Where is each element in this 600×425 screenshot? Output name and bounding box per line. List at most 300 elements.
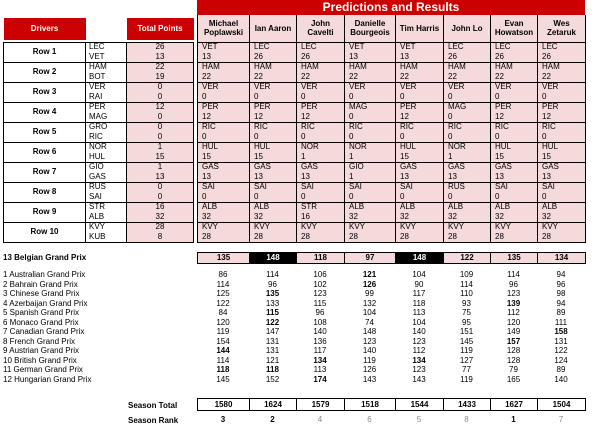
race-score: 93 — [462, 298, 471, 308]
prediction-cell: LEC — [538, 42, 586, 52]
race-label: 4 Azerbaijan Grand Prix — [3, 298, 88, 308]
prediction-cell: GIO — [345, 162, 396, 172]
prediction-cell: PER — [396, 102, 444, 112]
driver-points: 0 — [127, 92, 194, 102]
driver-points: 0 — [127, 192, 194, 202]
prediction-cell: VER — [345, 82, 396, 92]
race-score: 113 — [313, 365, 327, 374]
prediction-cell: RIC — [396, 122, 444, 132]
prediction-cell: 22 — [345, 72, 396, 82]
prediction-cell: 0 — [198, 192, 250, 202]
race-score: 140 — [313, 327, 327, 336]
prediction-cell: 28 — [396, 232, 444, 242]
race-score: 151 — [459, 327, 474, 336]
prediction-cell: NOR — [345, 142, 396, 152]
driver-pair-row — [4, 122, 194, 132]
prediction-cell: 0 — [297, 132, 345, 142]
prediction-cell: KVY — [250, 222, 297, 232]
race-label: 9 Austrian Grand Prix — [3, 346, 80, 355]
race-score: 98 — [556, 289, 566, 298]
race-score: 119 — [216, 327, 230, 336]
prediction-cell: 0 — [491, 192, 538, 202]
prediction-cell: 12 — [396, 112, 444, 122]
season-total-table — [197, 398, 586, 411]
race-score: 118 — [216, 365, 230, 374]
race-score: 104 — [362, 308, 377, 317]
prediction-cell: 15 — [491, 152, 538, 162]
driver-code: RUS — [86, 182, 127, 192]
race-score: 115 — [313, 298, 327, 308]
race-score: 123 — [506, 289, 521, 298]
race-label: 6 Monaco Grand Prix — [3, 317, 79, 327]
season-rank-label: Season Rank — [128, 416, 179, 425]
race-score: 134 — [313, 355, 327, 365]
prediction-row — [198, 172, 586, 182]
row-label: Row 3 — [4, 82, 86, 102]
prediction-cell: ALB — [444, 202, 491, 212]
race-score: 165 — [506, 374, 521, 384]
race-score: 89 — [556, 308, 566, 317]
prediction-cell: 0 — [444, 92, 491, 102]
race-score: 131 — [554, 336, 568, 346]
race-row — [197, 270, 585, 280]
race-score: 96 — [509, 279, 518, 289]
driver-code: HUL — [86, 152, 127, 162]
season-rank-value: 1 — [511, 414, 516, 424]
prediction-cell: 32 — [396, 212, 444, 222]
prediction-row — [198, 62, 586, 72]
prediction-cell: 26 — [250, 52, 297, 62]
prediction-cell: 32 — [198, 212, 250, 222]
prediction-row — [198, 182, 586, 192]
race-score: 114 — [460, 279, 473, 289]
prediction-cell: GAS — [444, 162, 491, 172]
race-label: 5 Spanish Grand Prix — [3, 308, 80, 317]
prediction-cell: 32 — [444, 212, 491, 222]
prediction-cell: 0 — [444, 192, 491, 202]
prediction-cell: VER — [538, 82, 586, 92]
prediction-cell: 13 — [444, 172, 491, 182]
prediction-row — [198, 42, 586, 52]
prediction-cell: GAS — [396, 162, 444, 172]
driver-points: 19 — [127, 72, 194, 82]
race-score: 112 — [412, 346, 426, 355]
prediction-cell: VER — [444, 82, 491, 92]
prediction-cell: LEC — [250, 42, 297, 52]
driver-pair-row — [4, 182, 194, 192]
driver-pair-row — [4, 202, 194, 212]
prediction-cell: 28 — [444, 232, 491, 242]
driver-pair-row — [4, 142, 194, 152]
driver-points: 13 — [127, 172, 194, 182]
race-score: 136 — [313, 336, 327, 346]
prediction-cell: 0 — [345, 192, 396, 202]
prediction-cell: 0 — [538, 92, 586, 102]
driver-pair-row — [4, 222, 194, 232]
predictor-name: Wes Zetaruk — [538, 15, 586, 42]
prediction-cell: 28 — [297, 232, 345, 242]
race-score: 123 — [362, 336, 377, 346]
prediction-cell: GAS — [538, 162, 586, 172]
race-score: 122 — [216, 298, 230, 308]
prediction-cell: 12 — [491, 112, 538, 122]
race-row — [197, 318, 585, 328]
prediction-row — [198, 192, 586, 202]
driver-points: 26 — [127, 42, 194, 52]
race-score: 148 — [362, 327, 377, 336]
season-total-value: 1627 — [491, 399, 538, 411]
race-score: 118 — [266, 365, 279, 374]
race-row — [197, 308, 585, 318]
prediction-cell: KVY — [396, 222, 444, 232]
prediction-cell: 28 — [198, 232, 250, 242]
driver-code: GIO — [86, 162, 127, 172]
prediction-cell: 22 — [250, 72, 297, 82]
driver-code: MAG — [86, 112, 127, 122]
race-score: 147 — [265, 327, 280, 336]
prediction-cell: SAI — [345, 182, 396, 192]
driver-points: 1 — [127, 162, 194, 172]
race-score: 122 — [265, 317, 280, 327]
driver-code: BOT — [86, 72, 127, 82]
race-score: 135 — [265, 289, 280, 298]
prediction-cell: 13 — [198, 172, 250, 182]
prediction-cell: 0 — [491, 92, 538, 102]
race-score: 140 — [362, 346, 377, 355]
race-labels — [3, 270, 193, 384]
driver-code: HAM — [86, 62, 127, 72]
season-total-value: 1544 — [396, 399, 444, 411]
prediction-cell: 1 — [444, 152, 491, 162]
race-score: 114 — [507, 270, 520, 279]
race-score: 152 — [265, 374, 280, 384]
race-score: 125 — [216, 289, 230, 298]
race-score: 84 — [218, 308, 228, 317]
prediction-cell: HAM — [198, 62, 250, 72]
prediction-row — [198, 202, 586, 212]
prediction-cell: 12 — [198, 112, 250, 122]
race-score: 122 — [554, 346, 568, 355]
title-bar: Predictions and Results — [197, 0, 585, 15]
prediction-cell: HAM — [396, 62, 444, 72]
race-score: 154 — [216, 336, 230, 346]
race-score: 117 — [313, 346, 327, 355]
prediction-cell: 0 — [444, 132, 491, 142]
driver-code: KUB — [86, 232, 127, 242]
prediction-cell: 22 — [396, 72, 444, 82]
prediction-cell: 26 — [538, 52, 586, 62]
prediction-cell: HUL — [538, 142, 586, 152]
prediction-cell: RIC — [491, 122, 538, 132]
prediction-row — [198, 232, 586, 242]
race-label: 2 Bahrain Grand Prix — [3, 279, 78, 289]
driver-code: VER — [86, 82, 127, 92]
prediction-cell: 22 — [491, 72, 538, 82]
prediction-cell: VER — [198, 82, 250, 92]
prediction-row — [198, 212, 586, 222]
prediction-row — [198, 112, 586, 122]
prediction-cell: MAG — [444, 102, 491, 112]
race-row — [197, 289, 585, 299]
driver-pair-row — [4, 162, 194, 172]
race-score: 143 — [362, 374, 377, 384]
race-score: 132 — [362, 298, 377, 308]
predictor-name: John Cavelti — [297, 15, 345, 42]
prediction-cell: 28 — [491, 232, 538, 242]
row-label: Row 4 — [4, 102, 86, 122]
prediction-cell: KVY — [345, 222, 396, 232]
prediction-row — [198, 162, 586, 172]
driver-points: 13 — [127, 52, 194, 62]
prediction-cell: 28 — [250, 232, 297, 242]
driver-pair-row — [4, 102, 194, 112]
prediction-cell: 32 — [345, 212, 396, 222]
prediction-row — [198, 132, 586, 142]
prediction-cell: ALB — [198, 202, 250, 212]
race-score: 89 — [556, 365, 566, 374]
race-score: 131 — [265, 336, 280, 346]
prediction-cell: HAM — [297, 62, 345, 72]
race-score: 114 — [216, 355, 230, 365]
prediction-cell: 0 — [396, 192, 444, 202]
driver-points: 28 — [127, 222, 194, 232]
prediction-row — [198, 222, 586, 232]
prediction-cell: 0 — [538, 132, 586, 142]
driver-points: 0 — [127, 122, 194, 132]
race-score: 124 — [554, 355, 568, 365]
driver-points: 15 — [127, 152, 194, 162]
race-label: 12 Hungarian Grand Prix — [3, 374, 92, 384]
prediction-cell: 22 — [444, 72, 491, 82]
driver-code: RIC — [86, 132, 127, 142]
prediction-row — [198, 102, 586, 112]
prediction-cell: HAM — [538, 62, 586, 72]
row-label: Row 7 — [4, 162, 86, 182]
prediction-cell: HUL — [396, 142, 444, 152]
prediction-cell: HUL — [198, 142, 250, 152]
prediction-cell: 0 — [538, 192, 586, 202]
season-rank-value: 5 — [416, 414, 422, 424]
prediction-cell: 32 — [250, 212, 297, 222]
prediction-cell: 13 — [198, 52, 250, 62]
race-score: 114 — [266, 270, 279, 279]
prediction-cell: 1 — [297, 152, 345, 162]
predictions-table — [197, 15, 586, 243]
driver-code: ALB — [86, 212, 127, 222]
race-score: 117 — [412, 289, 426, 298]
prediction-cell: HUL — [250, 142, 297, 152]
race-score: 140 — [554, 374, 568, 384]
race-score: 99 — [365, 289, 374, 298]
prediction-cell: ALB — [250, 202, 297, 212]
race-score: 96 — [268, 279, 277, 289]
race-score: 127 — [459, 355, 474, 365]
row-label: Row 1 — [4, 42, 86, 62]
prediction-row — [198, 152, 586, 162]
race-label: 3 Chinese Grand Prix — [3, 289, 80, 298]
prediction-cell: GAS — [198, 162, 250, 172]
prediction-cell: PER — [250, 102, 297, 112]
race-row — [197, 346, 585, 356]
race-score: 139 — [506, 298, 521, 308]
prediction-cell: SAI — [198, 182, 250, 192]
prediction-cell: SAI — [396, 182, 444, 192]
predictor-name: Tim Harris — [396, 15, 444, 42]
prediction-cell: HAM — [491, 62, 538, 72]
drivers-header: Drivers — [4, 18, 86, 40]
prediction-cell: RIC — [250, 122, 297, 132]
race-score: 134 — [412, 355, 426, 365]
driver-points: 0 — [127, 112, 194, 122]
prediction-cell: 0 — [396, 92, 444, 102]
race-score: 123 — [313, 289, 327, 298]
race-row — [197, 327, 585, 337]
prediction-cell: 13 — [250, 172, 297, 182]
season-rank-value: 4 — [317, 414, 323, 424]
race-score: 110 — [460, 289, 473, 298]
row-label: Row 5 — [4, 122, 86, 142]
race-score: 120 — [216, 317, 230, 327]
predictor-name: Evan Howatson — [491, 15, 538, 42]
prediction-cell: RUS — [444, 182, 491, 192]
prediction-cell: 26 — [444, 52, 491, 62]
prediction-cell: 0 — [297, 92, 345, 102]
race-label: 11 German Grand Prix — [3, 365, 83, 374]
race-score: 158 — [554, 327, 568, 336]
current-race-table — [197, 252, 586, 264]
predictor-name: Ian Aaron — [250, 15, 297, 42]
prediction-cell: 32 — [491, 212, 538, 222]
prediction-cell: 0 — [345, 92, 396, 102]
current-race-score: 134 — [538, 253, 586, 264]
prediction-cell: RIC — [198, 122, 250, 132]
driver-code: GRO — [86, 122, 127, 132]
prediction-cell: SAI — [297, 182, 345, 192]
race-score: 96 — [556, 279, 566, 289]
prediction-cell: HUL — [491, 142, 538, 152]
race-score: 119 — [460, 374, 473, 384]
prediction-cell: 22 — [297, 72, 345, 82]
race-score: 121 — [265, 355, 280, 365]
prediction-cell: 13 — [345, 52, 396, 62]
prediction-cell: HAM — [250, 62, 297, 72]
current-race-score: 135 — [198, 253, 250, 264]
season-total-label: Season Total — [128, 401, 178, 410]
prediction-cell: 26 — [491, 52, 538, 62]
driver-code: RAI — [86, 92, 127, 102]
race-label: 1 Australian Grand Prix — [3, 270, 86, 279]
prediction-cell: LEC — [491, 42, 538, 52]
race-score: 119 — [363, 355, 376, 365]
prediction-cell: 0 — [250, 192, 297, 202]
race-score: 104 — [412, 270, 426, 279]
race-score: 174 — [313, 374, 327, 384]
race-score: 126 — [362, 279, 377, 289]
race-row — [197, 299, 585, 309]
race-score: 102 — [313, 279, 327, 289]
prediction-row — [198, 72, 586, 82]
prediction-cell: RIC — [538, 122, 586, 132]
prediction-cell: PER — [491, 102, 538, 112]
prediction-cell: 22 — [198, 72, 250, 82]
prediction-cell: PER — [198, 102, 250, 112]
season-total-value: 1624 — [250, 399, 297, 411]
prediction-cell: 13 — [491, 172, 538, 182]
driver-code: GAS — [86, 172, 127, 182]
driver-pair-row — [4, 62, 194, 72]
row-label: Row 9 — [4, 202, 86, 222]
prediction-cell: 1 — [345, 172, 396, 182]
driver-points: 0 — [127, 132, 194, 142]
prediction-cell: 22 — [538, 72, 586, 82]
race-score: 112 — [507, 308, 520, 317]
race-row — [197, 280, 585, 290]
driver-code: STR — [86, 202, 127, 212]
prediction-cell: 0 — [250, 92, 297, 102]
row-label: Row 6 — [4, 142, 86, 162]
race-score: 131 — [265, 346, 280, 355]
prediction-cell: KVY — [491, 222, 538, 232]
prediction-cell: KVY — [538, 222, 586, 232]
prediction-cell: 13 — [297, 172, 345, 182]
race-score: 143 — [412, 374, 426, 384]
race-score: 111 — [554, 317, 568, 327]
season-total-value: 1580 — [198, 399, 250, 411]
prediction-cell: VET — [345, 42, 396, 52]
prediction-cell: 13 — [538, 172, 586, 182]
race-score: 121 — [362, 270, 377, 279]
race-score: 86 — [218, 270, 228, 279]
row-label: Row 2 — [4, 62, 86, 82]
driver-points: 8 — [127, 232, 194, 242]
prediction-cell: GAS — [297, 162, 345, 172]
prediction-row — [198, 82, 586, 92]
race-score: 157 — [506, 336, 521, 346]
prediction-cell: HAM — [444, 62, 491, 72]
race-score: 145 — [216, 374, 230, 384]
prediction-cell: 0 — [444, 112, 491, 122]
race-score: 115 — [266, 308, 279, 317]
drivers-table — [3, 18, 194, 243]
race-score: 95 — [462, 317, 471, 327]
race-score: 94 — [556, 298, 566, 308]
prediction-cell: 0 — [491, 132, 538, 142]
driver-pair-row — [4, 42, 194, 52]
prediction-cell: ALB — [396, 202, 444, 212]
current-race-score: 118 — [297, 253, 345, 264]
race-score: 79 — [509, 365, 518, 374]
predictor-name: Danielle Bourgeois — [345, 15, 396, 42]
prediction-cell: VER — [396, 82, 444, 92]
prediction-row — [198, 142, 586, 152]
prediction-cell: SAI — [538, 182, 586, 192]
prediction-cell: HAM — [345, 62, 396, 72]
header-spacer — [86, 18, 127, 40]
driver-points: 1 — [127, 142, 194, 152]
season-total-value: 1433 — [444, 399, 491, 411]
driver-points: 16 — [127, 202, 194, 212]
prediction-cell: NOR — [297, 142, 345, 152]
prediction-cell: 0 — [297, 192, 345, 202]
driver-code: LEC — [86, 42, 127, 52]
driver-code: VET — [86, 52, 127, 62]
prediction-cell: VER — [250, 82, 297, 92]
driver-code: SAI — [86, 192, 127, 202]
race-score: 77 — [462, 365, 471, 374]
race-row — [197, 365, 585, 375]
current-race-score: 135 — [491, 253, 538, 264]
current-race-label: 13 Belgian Grand Prix — [3, 253, 87, 262]
